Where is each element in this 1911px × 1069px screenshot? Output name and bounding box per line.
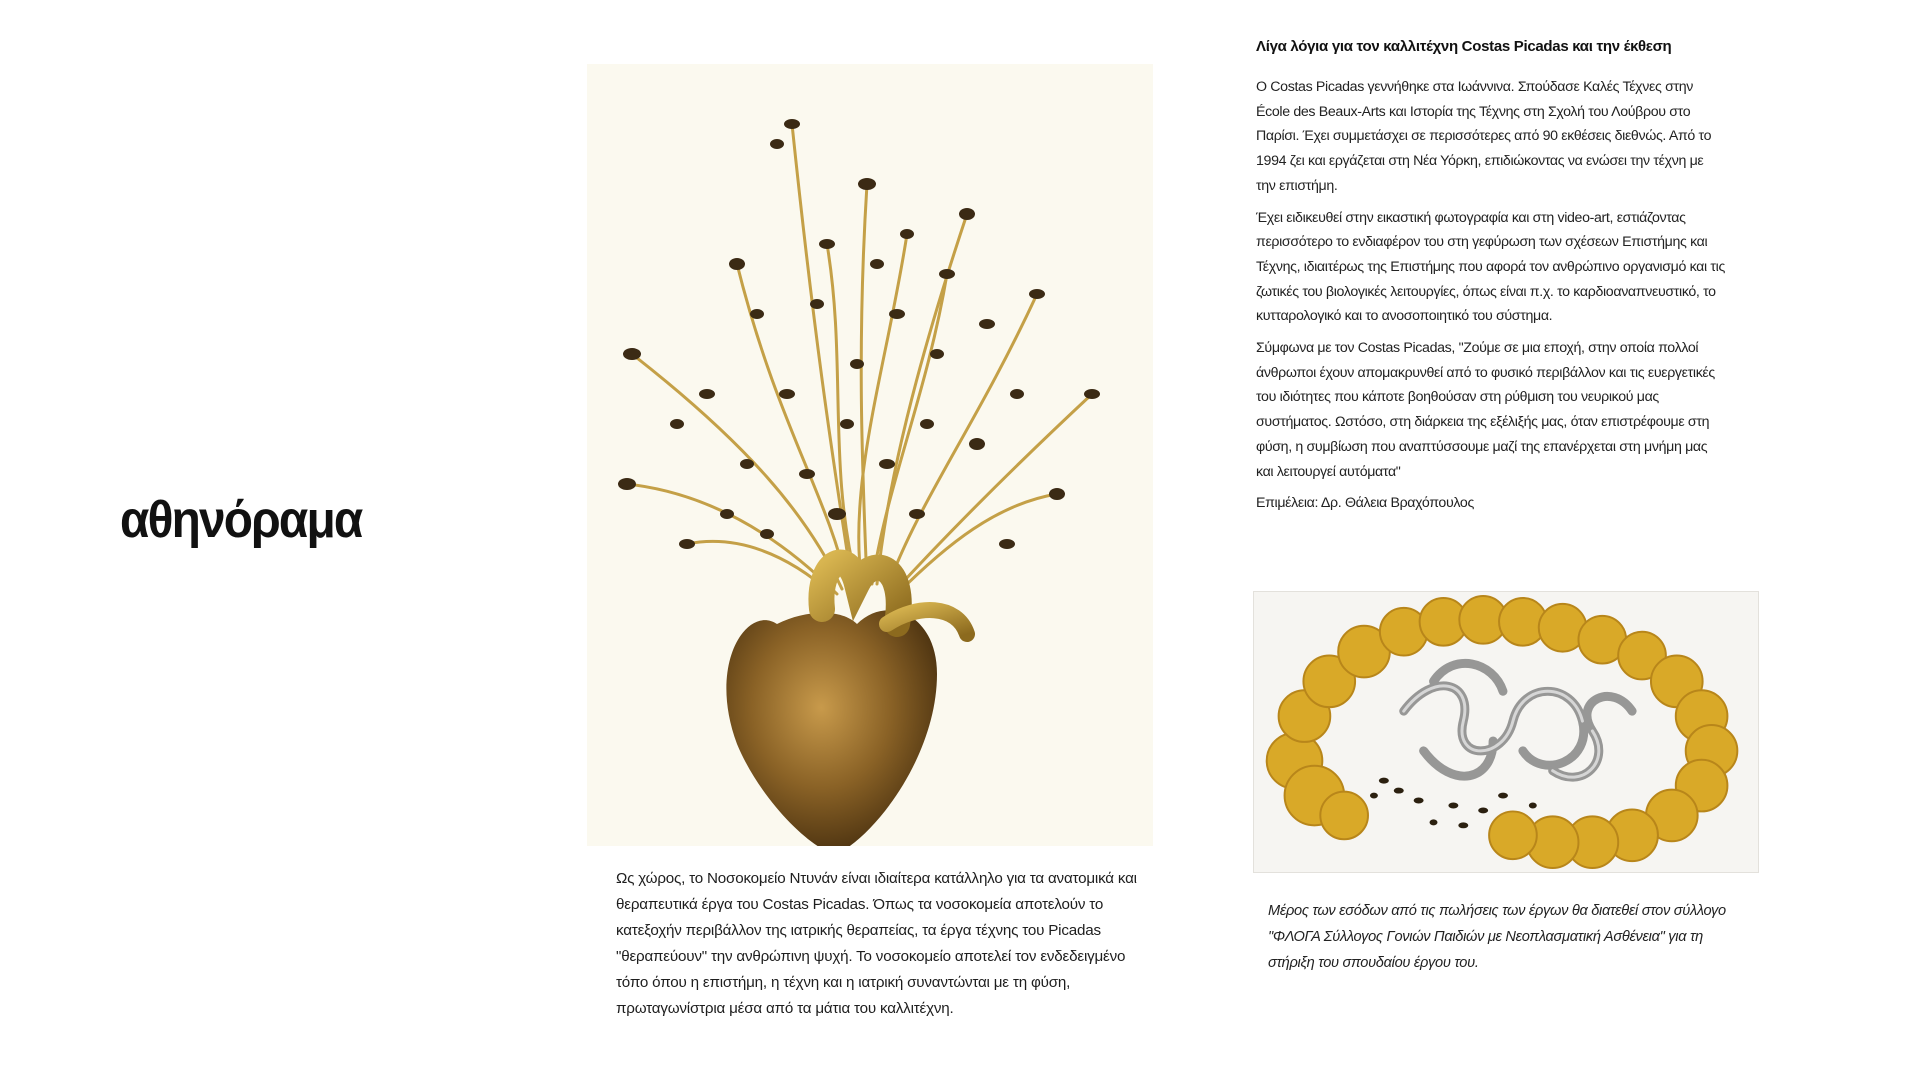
exhibition-caption: Ως χώρος, το Νοσοκομείο Ντυνάν είναι ιδιαίτερα κατάλληλο για τα ανατομικά και θεραπευτικά έργα του Costas Picadas. Όπως τα νοσοκομεία αποτελούν το κατεξοχήν περιβάλλον της ιατρικής θεραπείας, τα έργα τέχνης του Picadas "θεραπεύουν" την ανθρώπινη ψυχή. Το νοσοκομείο αποτελεί τον ενδεδειγμένο τόπο όπου η επιστήμη, η τέχνη και η ιατρική συναντώνται με τη φύση, πρωταγωνίστρια μέσα από τα μάτια του καλλιτέχνη. [616, 870, 1137, 1017]
intestine-sculpture-artwork [1253, 591, 1759, 873]
article-paragraph: Ο Costas Picadas γεννήθηκε στα Ιωάννινα. Σπούδασε Καλές Τέχνες στην École des Beaux-Arts και Ιστορία της Τέχνης στη Σχολή του Λούβρου στο Παρίσι. Έχει συμμετάσχει σε περισσότερες από 90 εκθέσεις διεθνώς. Από το 1994 ζει και εργάζεται στη Νέα Υόρκη, επιδιώκοντας να ενώσει την τέχνη με την επιστήμη. [1256, 79, 1712, 194]
artist-article [1256, 38, 1726, 523]
site-logo[interactable]: αθηνόραμα [120, 491, 362, 549]
article-curator-credit: Επιμέλεια: Δρ. Θάλεια Βραχόπουλος [1256, 495, 1474, 512]
article-paragraph: Σύμφωνα με τον Costas Picadas, "Ζούμε σε μια εποχή, στην οποία πολλοί άνθρωποι έχουν απομακρυνθεί από το φυσικό περιβάλλον και τις ευεργετικές του ιδιότητες που κάποτε βοηθούσαν στη ρύθμιση του νευρικού μας συστήματος. Ωστόσο, στη διάρκεια της εξέλιξής μας, όταν επιστρέφουμε στη φύση, η συμβίωση που αναπτύσσουμε μαζί της επανέρχεται στη μνήμη μας και λειτουργεί αυτόματα" [1256, 340, 1715, 480]
article-paragraph: Έχει ειδικευθεί στην εικαστική φωτογραφία και στη video-art, εστιάζοντας περισσότερο το ενδιαφέρον του στη γεφύρωση των σχέσεων Επιστήμης και Τέχνης, ιδιαιτέρως της Επιστήμης που αφορά τον ανθρώπινο οργανισμό και τις ζωτικές του βιολογικές λειτουργίες, όπως είναι π.χ. το καρδιοαναπνευστικό, το κυτταρολογικό και το ανοσοποιητικό του σύστημα. [1256, 209, 1725, 325]
heart-with-branches-artwork [587, 64, 1153, 846]
article-title: Λίγα λόγια για τον καλλιτέχνη Costas Picadas και την έκθεση [1256, 38, 1672, 55]
donation-caption: Μέρος των εσόδων από τις πωλήσεις των έργων θα διατεθεί στον σύλλογο "ΦΛΟΓΑ Σύλλογος Γονιών Παιδιών με Νεοπλασματική Ασθένεια" για τη στήριξη του σπουδαίου έργου του. [1268, 903, 1726, 971]
